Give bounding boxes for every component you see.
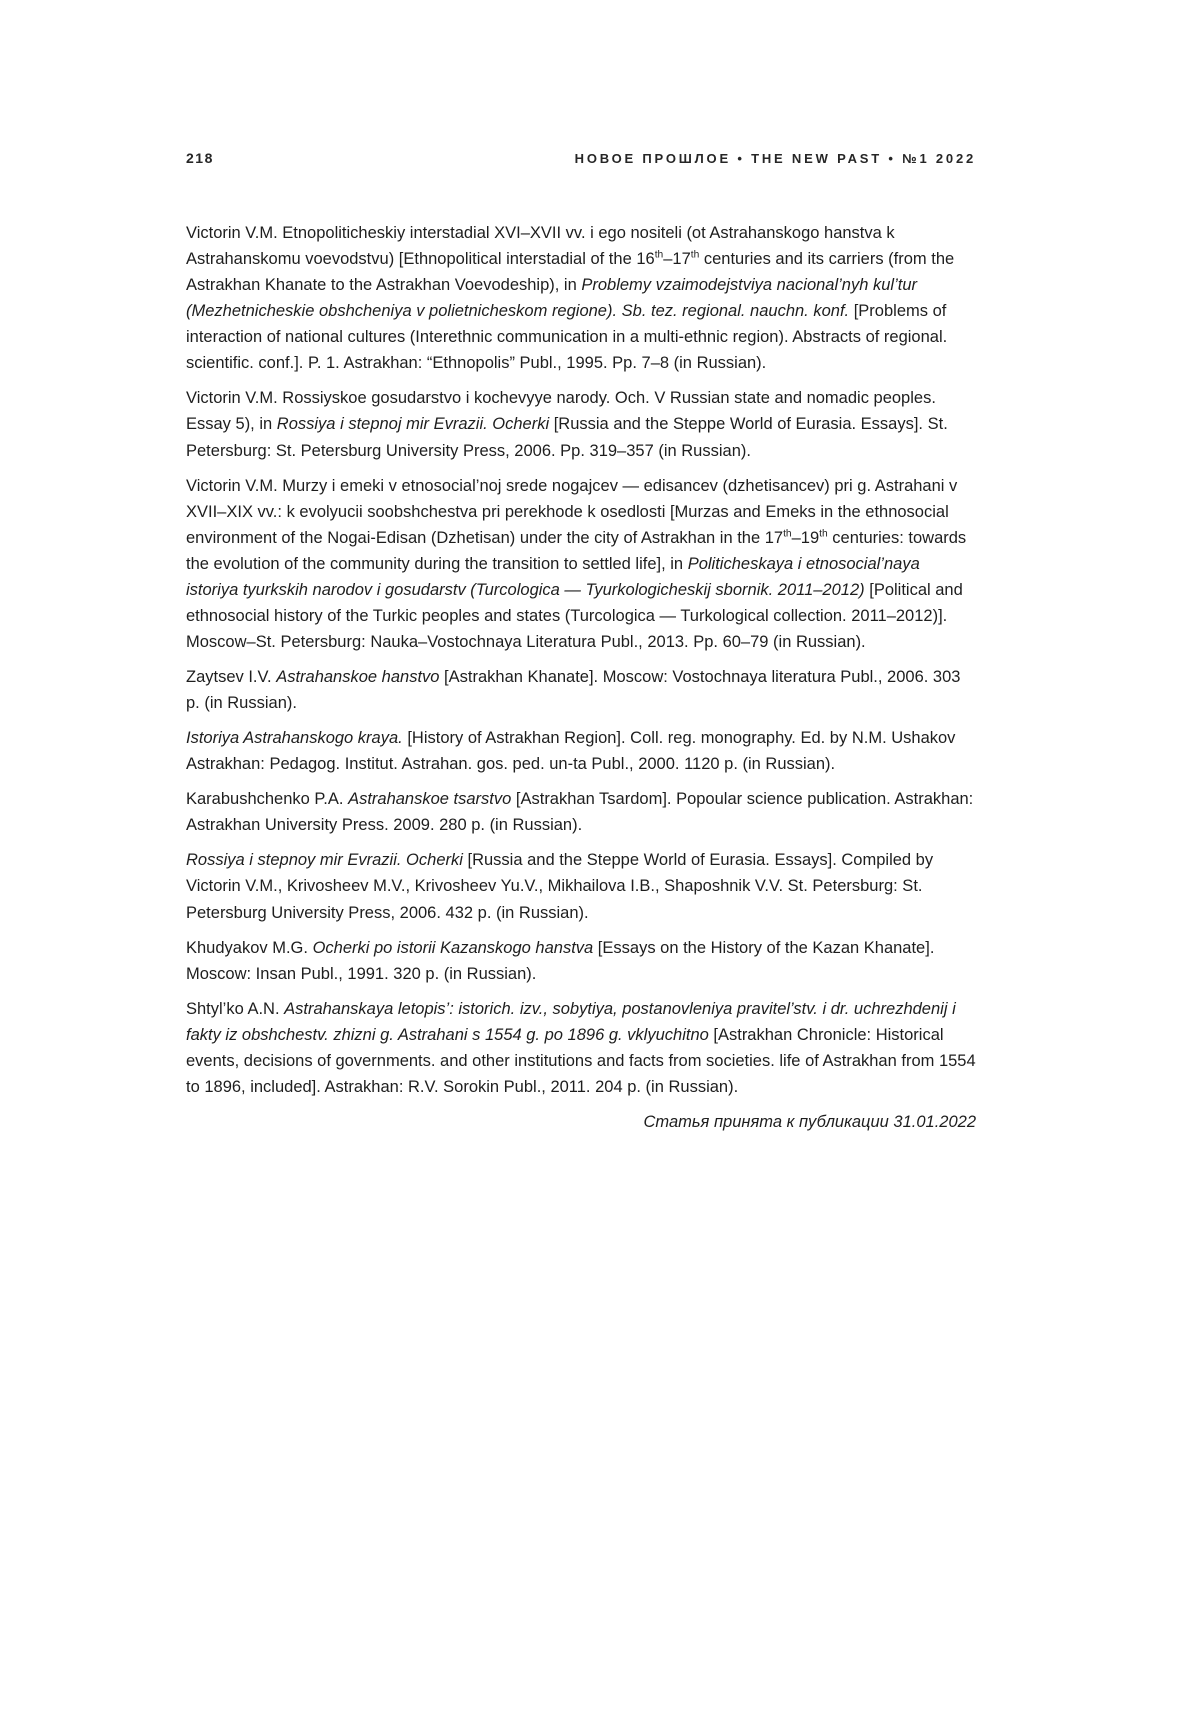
reference-text: [Essays on the History of the Kazan Khanate]. Moscow: Insan Publ., 1991. 320 p. (in Russian). <box>186 938 935 983</box>
reference-title-italic: Istoriya Astrahanskogo kraya. <box>186 729 408 748</box>
reference-entry <box>186 847 976 925</box>
reference-title-italic: Politicheskaya i etnosocial’naya istoriya tyurkskih narodov i gosudarstv (Turcologica — Tyurkologicheskij sbornik. 2011–2012) <box>186 554 920 599</box>
reference-title-italic: Astrahanskaya letopis’: istorich. izv., sobytiya, postanovleniya pravitel’stv. i dr. uchrezhdenij i fakty iz obshchestv. zhizni g. Astrahani s 1554 g. po 1896 g. vklyuchitno <box>186 999 956 1044</box>
reference-entry <box>186 996 976 1100</box>
reference-text: centuries: towards the evolution of the community during the transition to settled life], in <box>186 528 967 573</box>
reference-entry <box>186 220 976 376</box>
reference-text: Victorin V.M. Rossiyskoe gosudarstvo i kochevyye narody. Och. V Russian state and nomadic peoples. Essay 5), in <box>186 389 936 434</box>
page-number: 218 <box>186 150 214 166</box>
reference-text: [Problems of interaction of national cultures (Interethnic communication in a multi-ethnic region). Abstracts of regional. scientific. conf.]. P. 1. Astrakhan: “Ethnopolis” Publ., 1995. Pp. 7–8 (in Russian). <box>186 302 948 373</box>
reference-text: Karabushchenko P.A. <box>186 790 349 809</box>
reference-entry <box>186 473 976 655</box>
reference-text: [Astrakhan Chronicle: Historical events, decisions of governments. and other institutions and facts from societies. life of Astrakhan from 1554 to 1896, included]. Astrakhan: R.V. Sorokin Publ., 2011. 204 p. (in Russian). <box>186 1025 976 1096</box>
reference-entry <box>186 725 976 777</box>
reference-text: [Russia and the Steppe World of Eurasia. Essays]. Compiled by Victorin V.M., Krivosheev M.V., Krivosheev Yu.V., Mikhailova I.B., Shaposhnik V.V. St. Petersburg: St. Petersburg University Press, 2006. 432 p. (in Russian). <box>186 851 934 922</box>
references-list <box>186 220 976 1100</box>
reference-title-italic: Astrahanskoe hanstvo <box>276 668 445 686</box>
reference-text: Zaytsev I.V. <box>186 668 277 686</box>
reference-text: [History of Astrakhan Region]. Coll. reg. monography. Ed. by N.M. Ushakov Astrakhan: Pedagog. Institut. Astrahan. gos. ped. un-ta Publ., 2000. 1120 p. (in Russian). <box>186 729 956 774</box>
reference-superscript: th <box>783 528 792 540</box>
reference-entry <box>186 385 976 463</box>
reference-superscript: th <box>654 249 664 261</box>
reference-entry <box>186 786 976 838</box>
reference-text: centuries and its carriers (from the Astrakhan Khanate to the Astrakhan Voevodeship), in <box>186 250 955 295</box>
reference-superscript: th <box>690 249 700 261</box>
reference-title-italic: Astrahanskoe tsarstvo <box>348 790 516 809</box>
reference-text: [Russia and the Steppe World of Eurasia. Essays]. St. Petersburg: St. Petersburg University Press, 2006. Pp. 319–357 (in Russian). <box>186 415 948 460</box>
journal-running-head: НОВОЕ ПРОШЛОЕ • THE NEW PAST • №1 2022 <box>574 151 976 166</box>
reference-text: –17 <box>663 250 691 269</box>
reference-text: [Astrakhan Khanate]. Moscow: Vostochnaya literatura Publ., 2006. 303 p. (in Russian). <box>186 668 961 713</box>
reference-superscript: th <box>819 528 828 540</box>
acceptance-note: Статья принята к публикации 31.01.2022 <box>643 1112 976 1131</box>
reference-text: Shtyl’ko A.N. <box>186 999 285 1018</box>
reference-title-italic: Problemy vzaimodejstviya nacional’nyh kul’tur (Mezhetnicheskie obshcheniya v polietnicheskom regione). Sb. tez. regional. nauchn. konf. <box>186 276 918 321</box>
reference-title-italic: Rossiya i stepnoj mir Evrazii. Ocherki <box>276 415 554 434</box>
reference-text: [Astrakhan Tsardom]. Popoular science publication. Astrakhan: Astrakhan University Press. 2009. 280 p. (in Russian). <box>186 790 974 835</box>
reference-text: Victorin V.M. Etnopoliticheskiy interstadial XVI–XVII vv. i ego nositeli (ot Astrahanskogo hanstva k Astrahanskomu voevodstvu) [Ethnopolitical interstadial of the 16 <box>186 224 895 269</box>
page-header <box>186 150 976 166</box>
reference-entry <box>186 935 976 987</box>
reference-text: Khudyakov M.G. <box>186 938 313 957</box>
reference-text: –19 <box>791 528 820 547</box>
reference-text: Victorin V.M. Murzy i emeki v etnosocial’noj srede nogajcev — edisancev (dzhetisancev) pri g. Astrahani v XVII–XIX vv.: k evolyucii soobshchestva pri perekhode k osedlosti [Murzas and Emeks in the ethnosocial environment of the Nogai-Edisan (Dzhetisan) under the city of Astrakhan in the 17 <box>186 476 958 547</box>
reference-entry <box>186 664 976 716</box>
reference-title-italic: Ocherki po istorii Kazanskogo hanstva <box>312 938 598 957</box>
page-content <box>186 150 976 1135</box>
reference-text: [Political and ethnosocial history of the Turkic peoples and states (Turcologica — Turkological collection. 2011–2012)]. Moscow–St. Petersburg: Nauka–Vostochnaya Literatura Publ., 2013. Pp. 60–79 (in Russian). <box>186 580 963 651</box>
reference-title-italic: Rossiya i stepnoy mir Evrazii. Ocherki <box>186 851 468 870</box>
